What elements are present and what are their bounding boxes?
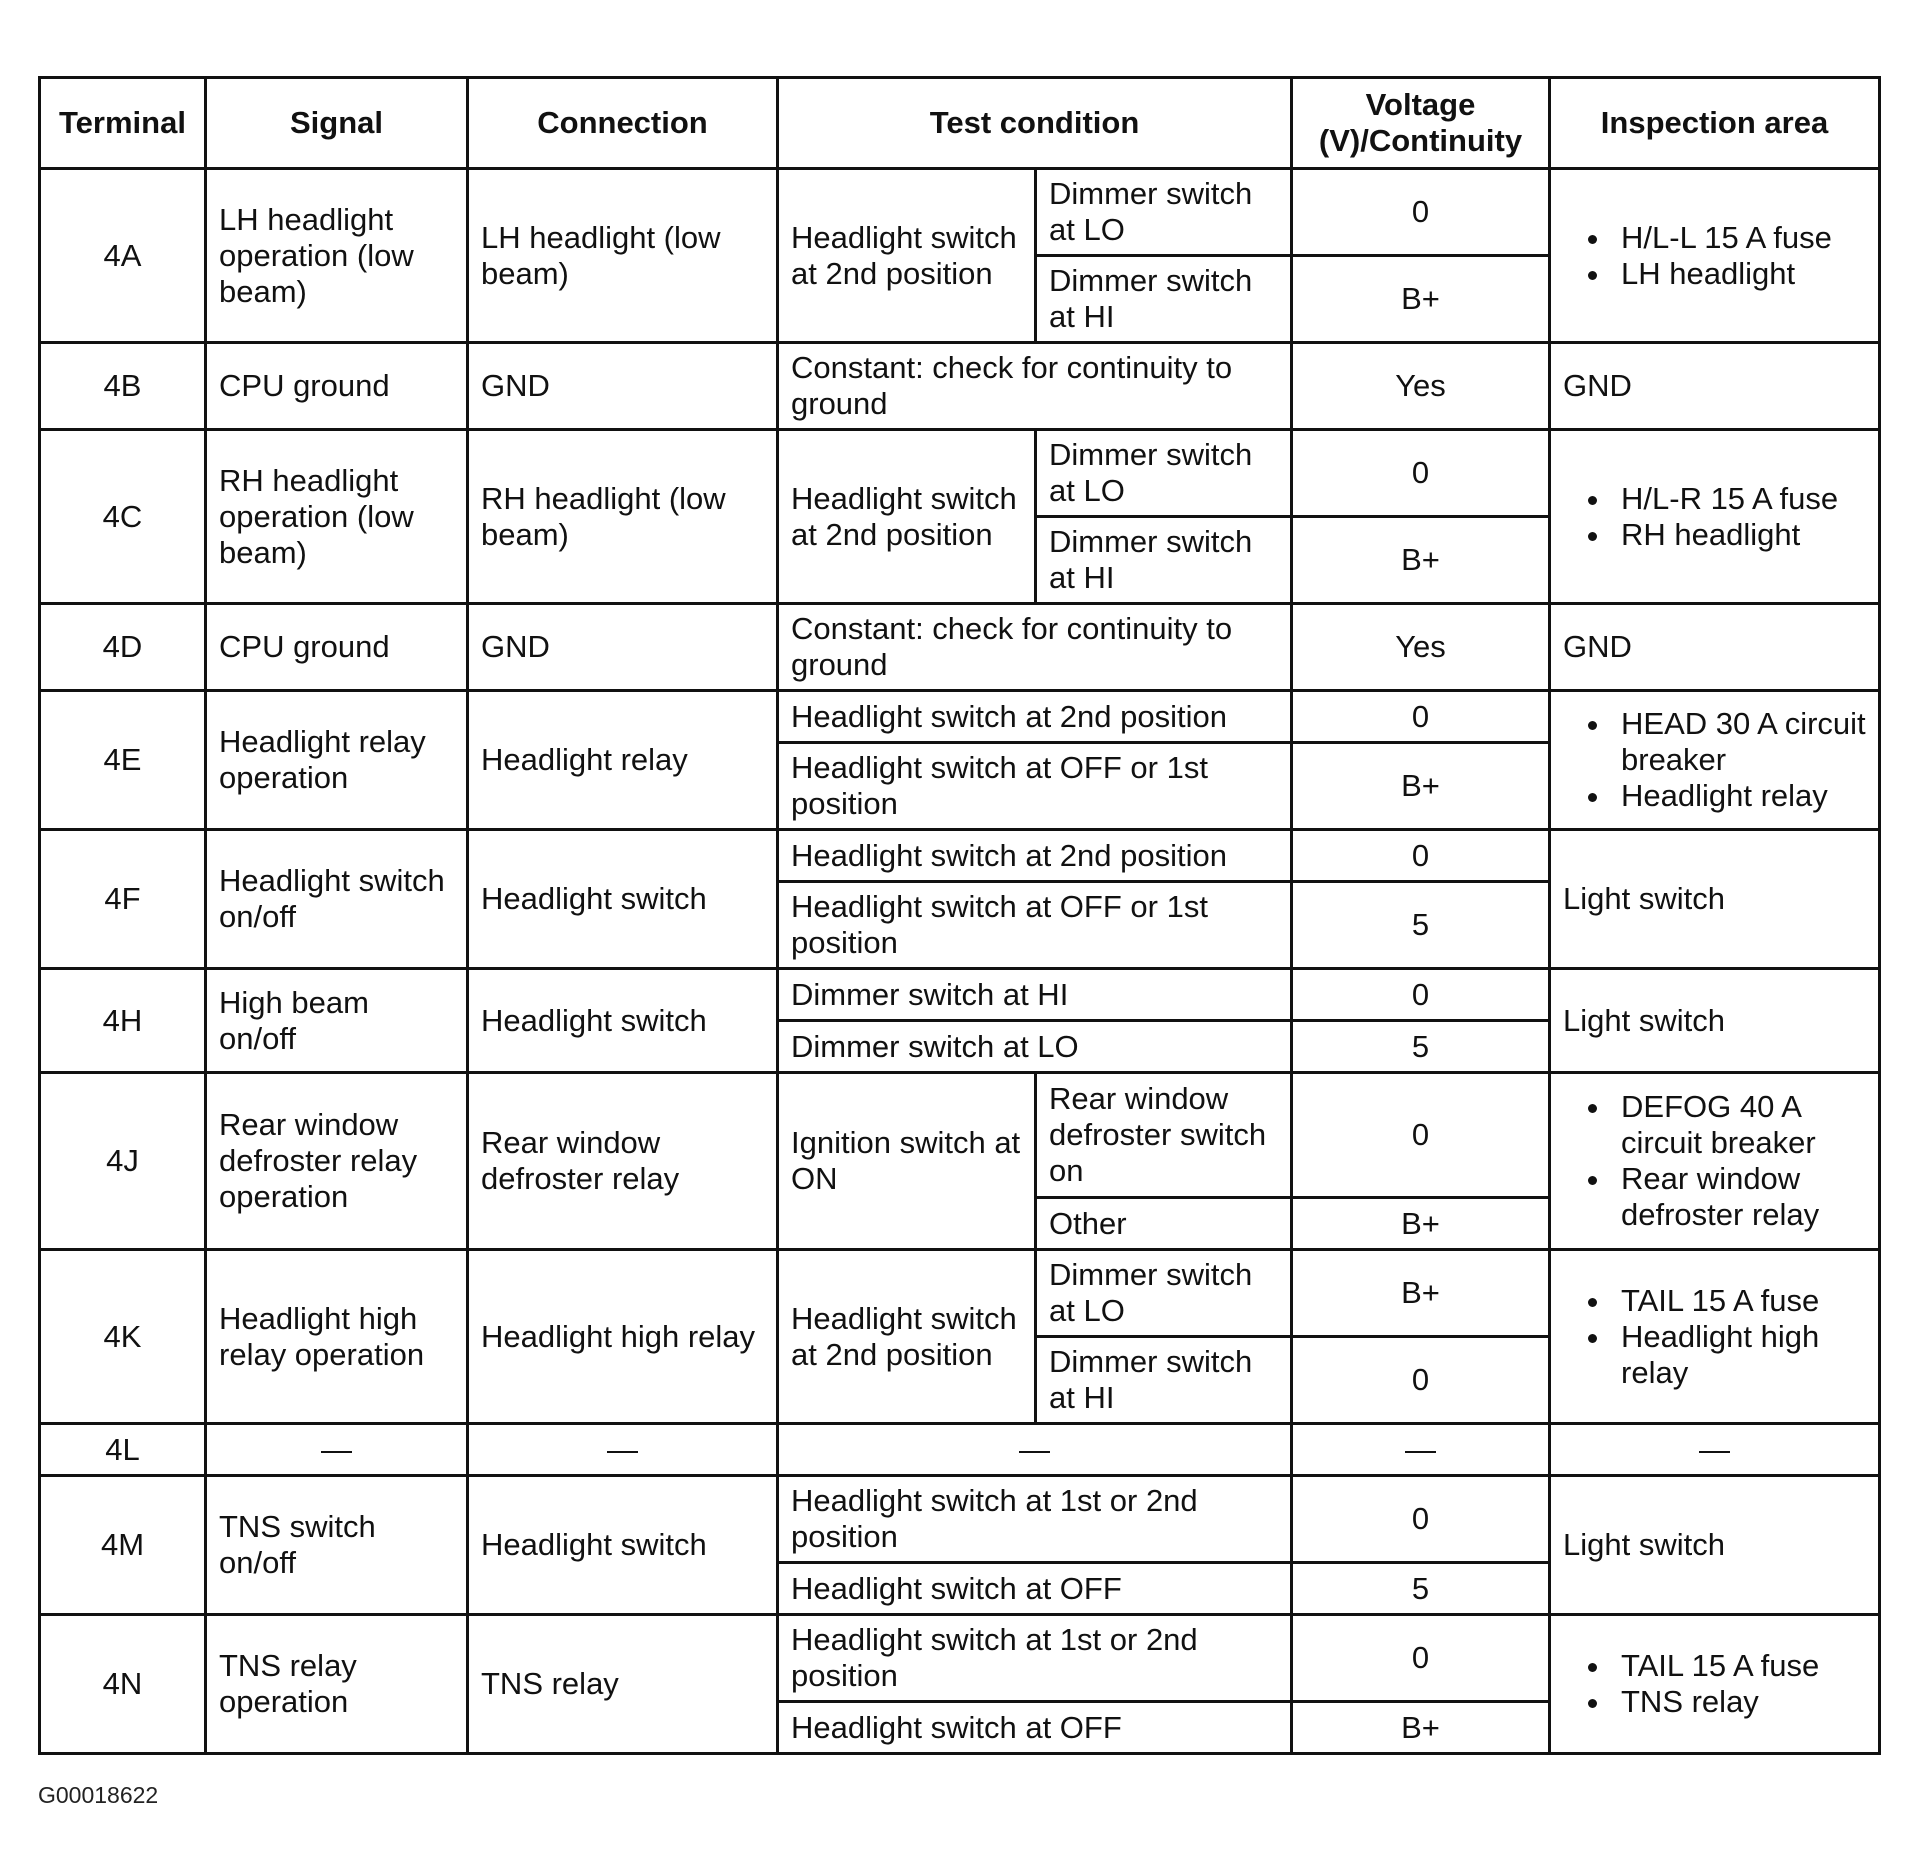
terminal-cell: 4C [40,430,206,604]
list-item: • Headlight relay [1613,778,1866,814]
test-condition-cell: Headlight switch at OFF [778,1702,1292,1754]
list-item: • TAIL 15 A fuse [1613,1648,1866,1684]
table-row [40,343,1880,430]
inspection-area-cell [1550,430,1880,604]
list-item: • TAIL 15 A fuse [1613,1283,1866,1319]
voltage-cell: 0 [1292,969,1550,1021]
test-condition-cell: Dimmer switch at HI [778,969,1292,1021]
test-condition-cell: Ignition switch at ON [778,1073,1036,1250]
terminal-cell: 4B [40,343,206,430]
connection-cell: TNS relay [468,1615,778,1754]
terminal-inspection-table [38,76,1881,1755]
inspection-table-sheet [38,76,1878,1755]
table-row [40,169,1880,256]
inspection-area-cell [1550,1073,1880,1250]
voltage-cell: 0 [1292,430,1550,517]
inspection-area-cell: Light switch [1550,969,1880,1073]
test-condition-cell: Headlight switch at OFF or 1st position [778,743,1292,830]
test-condition-cell: Headlight switch at 1st or 2nd position [778,1476,1292,1563]
test-condition-cell: Headlight switch at OFF [778,1563,1292,1615]
signal-cell: TNS switch on/off [206,1476,468,1615]
terminal-cell: 4K [40,1250,206,1424]
voltage-cell: 0 [1292,830,1550,882]
terminal-cell: 4H [40,969,206,1073]
inspection-list [1563,220,1866,292]
test-condition-cell: Constant: check for continuity to ground [778,604,1292,691]
inspection-list [1563,1089,1866,1233]
voltage-cell: 0 [1292,691,1550,743]
test-subcondition-cell: Dimmer switch at LO [1036,169,1292,256]
inspection-area-cell: GND [1550,604,1880,691]
connection-cell: GND [468,604,778,691]
inspection-area-cell: GND [1550,343,1880,430]
voltage-cell: B+ [1292,256,1550,343]
table-row [40,1250,1880,1337]
test-subcondition-cell: Dimmer switch at HI [1036,1337,1292,1424]
test-condition-cell: Constant: check for continuity to ground [778,343,1292,430]
voltage-cell: 0 [1292,1073,1550,1198]
header-terminal: Terminal [40,78,206,169]
connection-cell: LH headlight (low beam) [468,169,778,343]
inspection-area-cell [1550,1250,1880,1424]
inspection-area-cell [1550,169,1880,343]
list-item: • RH headlight [1613,517,1866,553]
signal-cell: TNS relay operation [206,1615,468,1754]
list-item: • Rear window defroster relay [1613,1161,1866,1233]
header-row [40,78,1880,169]
inspection-list [1563,1283,1866,1391]
voltage-cell: 0 [1292,1337,1550,1424]
list-item: • H/L-R 15 A fuse [1613,481,1866,517]
inspection-area-cell: Light switch [1550,830,1880,969]
signal-cell: Headlight relay operation [206,691,468,830]
test-condition-cell: Headlight switch at 2nd position [778,169,1036,343]
test-subcondition-cell: Dimmer switch at LO [1036,430,1292,517]
terminal-cell: 4D [40,604,206,691]
signal-cell: Headlight switch on/off [206,830,468,969]
voltage-cell: B+ [1292,517,1550,604]
signal-cell: CPU ground [206,343,468,430]
voltage-cell: 0 [1292,169,1550,256]
connection-cell: Headlight switch [468,830,778,969]
voltage-cell: B+ [1292,743,1550,830]
inspection-area-cell [1550,1615,1880,1754]
inspection-area-cell [1550,691,1880,830]
list-item: • LH headlight [1613,256,1866,292]
table-row [40,969,1880,1021]
connection-cell: RH headlight (low beam) [468,430,778,604]
header-test-condition: Test condition [778,78,1292,169]
figure-id-label: G00018622 [38,1782,159,1808]
signal-cell: RH headlight operation (low beam) [206,430,468,604]
list-item: • DEFOG 40 A circuit breaker [1613,1089,1866,1161]
connection-cell: Headlight relay [468,691,778,830]
connection-cell: Headlight switch [468,969,778,1073]
voltage-cell: B+ [1292,1250,1550,1337]
inspection-list [1563,1648,1866,1720]
header-connection: Connection [468,78,778,169]
voltage-cell: 5 [1292,1563,1550,1615]
voltage-cell: 0 [1292,1476,1550,1563]
test-subcondition-cell: Dimmer switch at HI [1036,517,1292,604]
voltage-cell: Yes [1292,343,1550,430]
connection-cell: Headlight switch [468,1476,778,1615]
inspection-area-cell: — [1550,1424,1880,1476]
list-item: • H/L-L 15 A fuse [1613,220,1866,256]
test-subcondition-cell: Dimmer switch at HI [1036,256,1292,343]
inspection-list [1563,481,1866,553]
table-row [40,1424,1880,1476]
list-item: • Headlight high relay [1613,1319,1866,1391]
test-condition-cell: — [778,1424,1292,1476]
terminal-cell: 4M [40,1476,206,1615]
test-condition-cell: Headlight switch at 1st or 2nd position [778,1615,1292,1702]
terminal-cell: 4F [40,830,206,969]
table-row [40,604,1880,691]
signal-cell: CPU ground [206,604,468,691]
terminal-cell: 4N [40,1615,206,1754]
voltage-cell: 0 [1292,1615,1550,1702]
table-row [40,430,1880,517]
test-condition-cell: Headlight switch at 2nd position [778,830,1292,882]
test-subcondition-cell: Dimmer switch at LO [1036,1250,1292,1337]
test-condition-cell: Headlight switch at 2nd position [778,430,1036,604]
table-row [40,1476,1880,1563]
header-signal: Signal [206,78,468,169]
signal-cell: Headlight high relay operation [206,1250,468,1424]
terminal-cell: 4J [40,1073,206,1250]
table-row [40,830,1880,882]
connection-cell: Rear window defroster relay [468,1073,778,1250]
table-row [40,1073,1880,1198]
voltage-cell: Yes [1292,604,1550,691]
connection-cell: Headlight high relay [468,1250,778,1424]
signal-cell: High beam on/off [206,969,468,1073]
signal-cell: LH headlight operation (low beam) [206,169,468,343]
connection-cell: GND [468,343,778,430]
voltage-cell: 5 [1292,882,1550,969]
header-inspection-area: Inspection area [1550,78,1880,169]
signal-cell: Rear window defroster relay operation [206,1073,468,1250]
test-condition-cell: Headlight switch at 2nd position [778,1250,1036,1424]
voltage-cell: 5 [1292,1021,1550,1073]
table-row [40,1615,1880,1702]
voltage-cell: B+ [1292,1702,1550,1754]
test-condition-cell: Headlight switch at OFF or 1st position [778,882,1292,969]
list-item: • TNS relay [1613,1684,1866,1720]
table-row [40,691,1880,743]
inspection-area-cell: Light switch [1550,1476,1880,1615]
header-voltage: Voltage (V)/Continuity [1292,78,1550,169]
test-condition-cell: Dimmer switch at LO [778,1021,1292,1073]
test-subcondition-cell: Other [1036,1198,1292,1250]
terminal-cell: 4L [40,1424,206,1476]
connection-cell: — [468,1424,778,1476]
list-item: • HEAD 30 A circuit breaker [1613,706,1866,778]
terminal-cell: 4A [40,169,206,343]
inspection-list [1563,706,1866,814]
signal-cell: — [206,1424,468,1476]
terminal-cell: 4E [40,691,206,830]
test-condition-cell: Headlight switch at 2nd position [778,691,1292,743]
voltage-cell: B+ [1292,1198,1550,1250]
voltage-cell: — [1292,1424,1550,1476]
test-subcondition-cell: Rear window defroster switch on [1036,1073,1292,1198]
